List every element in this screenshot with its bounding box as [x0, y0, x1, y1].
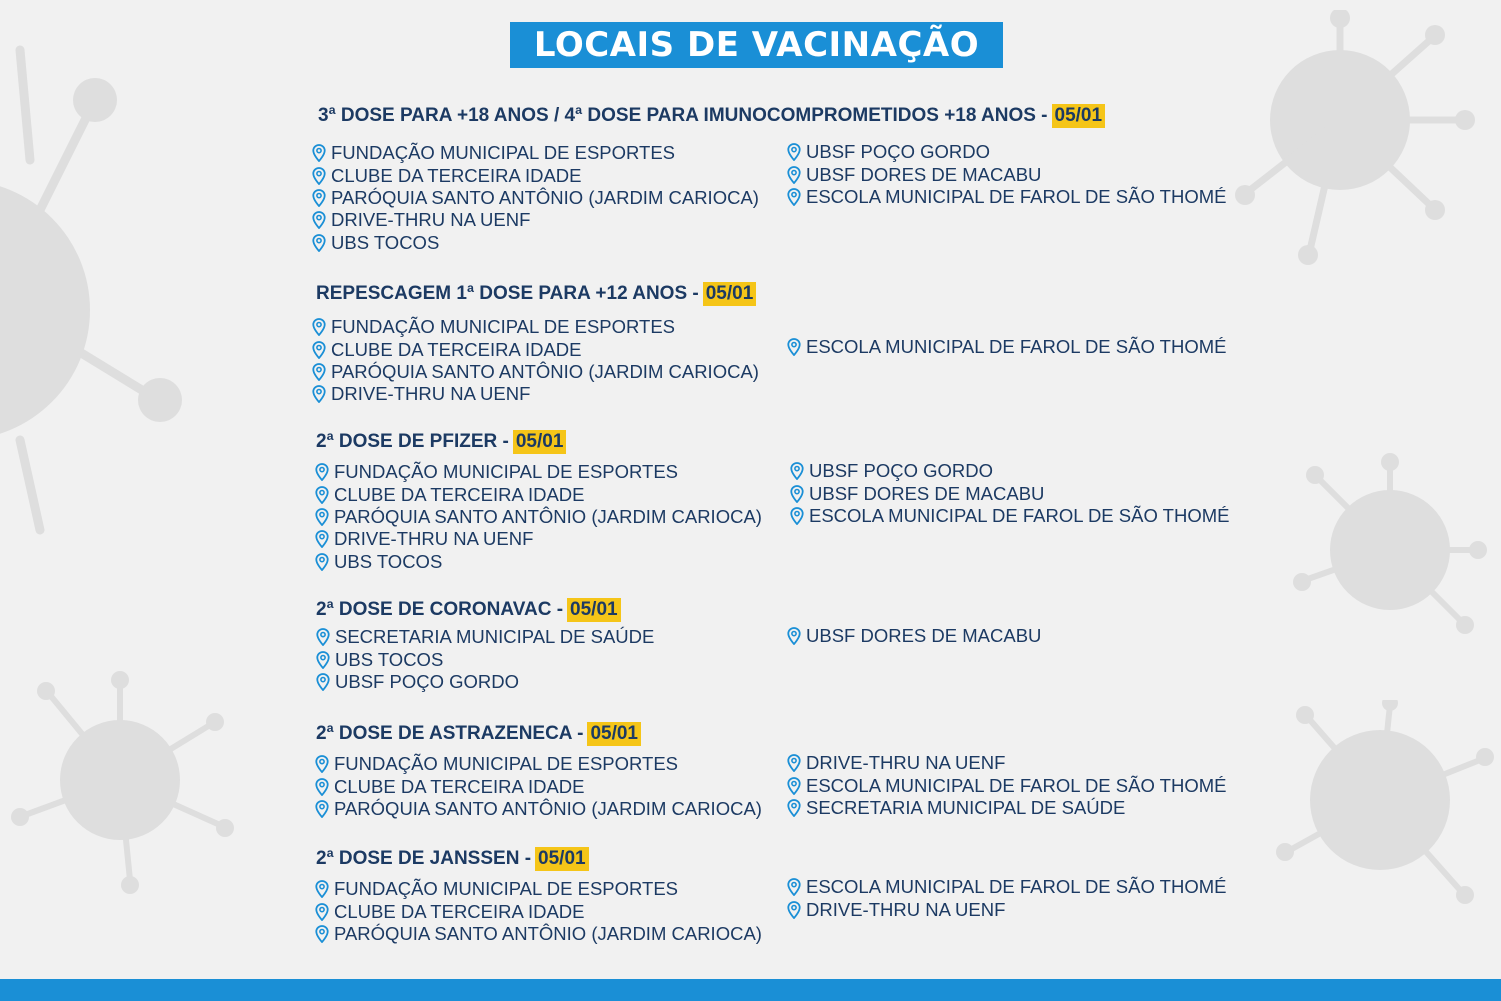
location-pin-icon [316, 673, 330, 691]
location-item [315, 798, 762, 820]
location-name: UBSF DORES DE MACABU [806, 163, 1042, 185]
location-name: ESCOLA MUNICIPAL DE FAROL DE SÃO THOMÉ [806, 336, 1227, 358]
locations-left-column [312, 316, 759, 406]
locations-right-column [787, 336, 1226, 358]
location-name: UBSF DORES DE MACABU [806, 625, 1042, 647]
location-name: UBSF DORES DE MACABU [809, 482, 1045, 504]
location-name: CLUBE DA TERCEIRA IDADE [334, 900, 585, 922]
location-name: UBS TOCOS [331, 231, 440, 253]
location-name: DRIVE-THRU NA UENF [334, 528, 534, 550]
location-item [312, 361, 759, 383]
location-name: ESCOLA MUNICIPAL DE FAROL DE SÃO THOMÉ [809, 504, 1230, 526]
location-item [316, 671, 654, 693]
location-item [787, 898, 1226, 920]
section-heading [316, 722, 641, 746]
location-item [315, 753, 762, 775]
section-heading [316, 598, 621, 622]
section-heading-text: REPESCAGEM 1ª DOSE PARA +12 ANOS - [316, 283, 699, 304]
location-item [790, 460, 1229, 482]
location-name: PARÓQUIA SANTO ANTÔNIO (JARDIM CARIOCA) [334, 922, 762, 944]
location-pin-icon [315, 800, 329, 818]
location-item [315, 923, 762, 945]
location-name: UBSF POÇO GORDO [809, 460, 993, 482]
locations-right-column [787, 752, 1226, 819]
location-item [787, 774, 1226, 796]
location-item [787, 752, 1226, 774]
page-title: LOCAIS DE VACINAÇÃO [510, 22, 1003, 68]
location-name: UBSF POÇO GORDO [335, 670, 519, 692]
location-pin-icon [316, 628, 330, 646]
date-badge: 05/01 [587, 722, 641, 746]
location-item [315, 551, 762, 573]
section-heading-text: 2ª DOSE DE JANSSEN - [316, 848, 532, 869]
locations-right-column [787, 876, 1226, 921]
location-pin-icon [312, 341, 326, 359]
location-name: PARÓQUIA SANTO ANTÔNIO (JARDIM CARIOCA) [331, 186, 759, 208]
locations-left-column [315, 878, 762, 945]
locations-right-column [787, 141, 1226, 208]
location-item [787, 625, 1041, 647]
location-item [316, 626, 654, 648]
location-item [315, 528, 762, 550]
location-item [790, 505, 1229, 527]
locations-right-column [787, 625, 1041, 647]
location-item [312, 338, 759, 360]
location-name: DRIVE-THRU NA UENF [331, 383, 531, 405]
location-item [787, 876, 1226, 898]
location-pin-icon [787, 754, 801, 772]
date-badge: 05/01 [1052, 104, 1106, 128]
location-item [315, 900, 762, 922]
location-name: UBS TOCOS [334, 550, 443, 572]
location-name: FUNDAÇÃO MUNICIPAL DE ESPORTES [334, 461, 679, 483]
location-pin-icon [315, 903, 329, 921]
location-name: UBSF POÇO GORDO [806, 141, 990, 163]
location-item [787, 186, 1226, 208]
location-name: FUNDAÇÃO MUNICIPAL DE ESPORTES [331, 316, 676, 338]
location-pin-icon [787, 338, 801, 356]
location-pin-icon [315, 486, 329, 504]
section-heading [316, 282, 756, 306]
location-name: SECRETARIA MUNICIPAL DE SAÚDE [806, 796, 1126, 818]
section-heading [316, 847, 589, 871]
date-badge: 05/01 [567, 598, 621, 622]
location-name: FUNDAÇÃO MUNICIPAL DE ESPORTES [334, 753, 679, 775]
location-item [315, 775, 762, 797]
location-item [787, 797, 1226, 819]
location-pin-icon [790, 485, 804, 503]
location-name: ESCOLA MUNICIPAL DE FAROL DE SÃO THOMÉ [806, 876, 1227, 898]
section-heading-text: 2ª DOSE DE PFIZER - [316, 431, 509, 452]
location-pin-icon [787, 143, 801, 161]
location-pin-icon [312, 385, 326, 403]
location-pin-icon [787, 166, 801, 184]
location-item [787, 163, 1226, 185]
locations-left-column [316, 626, 654, 693]
location-item [312, 164, 759, 186]
location-item [787, 141, 1226, 163]
location-pin-icon [315, 553, 329, 571]
location-name: CLUBE DA TERCEIRA IDADE [331, 164, 582, 186]
date-badge: 05/01 [703, 282, 757, 306]
location-item [312, 209, 759, 231]
location-name: ESCOLA MUNICIPAL DE FAROL DE SÃO THOMÉ [806, 774, 1227, 796]
section-heading-text: 3ª DOSE PARA +18 ANOS / 4ª DOSE PARA IMUNOCOMPROMETIDOS +18 ANOS - [318, 105, 1048, 126]
location-item [315, 878, 762, 900]
location-name: SECRETARIA MUNICIPAL DE SAÚDE [335, 626, 655, 648]
location-pin-icon [312, 189, 326, 207]
location-pin-icon [787, 777, 801, 795]
locations-right-column [790, 460, 1229, 527]
location-item [315, 483, 762, 505]
location-item [312, 142, 759, 164]
footer-bar [0, 979, 1501, 1001]
location-pin-icon [790, 462, 804, 480]
section-heading-text: 2ª DOSE DE ASTRAZENECA - [316, 723, 584, 744]
location-name: CLUBE DA TERCEIRA IDADE [334, 775, 585, 797]
section-heading [316, 430, 566, 454]
location-name: DRIVE-THRU NA UENF [806, 752, 1006, 774]
location-item [312, 187, 759, 209]
location-pin-icon [790, 507, 804, 525]
location-name: PARÓQUIA SANTO ANTÔNIO (JARDIM CARIOCA) [334, 505, 762, 527]
location-pin-icon [312, 318, 326, 336]
location-pin-icon [315, 925, 329, 943]
location-pin-icon [787, 878, 801, 896]
date-badge: 05/01 [535, 847, 589, 871]
location-pin-icon [315, 530, 329, 548]
location-pin-icon [787, 188, 801, 206]
location-pin-icon [312, 234, 326, 252]
location-item [316, 648, 654, 670]
locations-left-column [315, 461, 762, 573]
location-item [315, 461, 762, 483]
location-name: CLUBE DA TERCEIRA IDADE [334, 483, 585, 505]
location-pin-icon [312, 211, 326, 229]
location-name: UBS TOCOS [335, 648, 444, 670]
location-pin-icon [787, 799, 801, 817]
date-badge: 05/01 [513, 430, 567, 454]
location-pin-icon [312, 144, 326, 162]
location-item [787, 336, 1226, 358]
location-pin-icon [787, 901, 801, 919]
location-name: PARÓQUIA SANTO ANTÔNIO (JARDIM CARIOCA) [331, 360, 759, 382]
location-name: ESCOLA MUNICIPAL DE FAROL DE SÃO THOMÉ [806, 185, 1227, 207]
location-pin-icon [787, 627, 801, 645]
location-name: DRIVE-THRU NA UENF [806, 898, 1006, 920]
location-pin-icon [315, 463, 329, 481]
location-name: DRIVE-THRU NA UENF [331, 209, 531, 231]
location-pin-icon [312, 167, 326, 185]
location-item [312, 383, 759, 405]
locations-left-column [312, 142, 759, 254]
location-name: FUNDAÇÃO MUNICIPAL DE ESPORTES [331, 142, 676, 164]
location-item [790, 482, 1229, 504]
location-item [312, 232, 759, 254]
location-name: PARÓQUIA SANTO ANTÔNIO (JARDIM CARIOCA) [334, 797, 762, 819]
section-heading [318, 104, 1105, 128]
location-pin-icon [315, 880, 329, 898]
locations-left-column [315, 753, 762, 820]
section-heading-text: 2ª DOSE DE CORONAVAC - [316, 599, 564, 620]
location-pin-icon [315, 508, 329, 526]
location-item [315, 506, 762, 528]
location-name: CLUBE DA TERCEIRA IDADE [331, 338, 582, 360]
location-pin-icon [316, 651, 330, 669]
location-name: FUNDAÇÃO MUNICIPAL DE ESPORTES [334, 878, 679, 900]
location-item [312, 316, 759, 338]
location-pin-icon [315, 755, 329, 773]
location-pin-icon [315, 778, 329, 796]
location-pin-icon [312, 363, 326, 381]
